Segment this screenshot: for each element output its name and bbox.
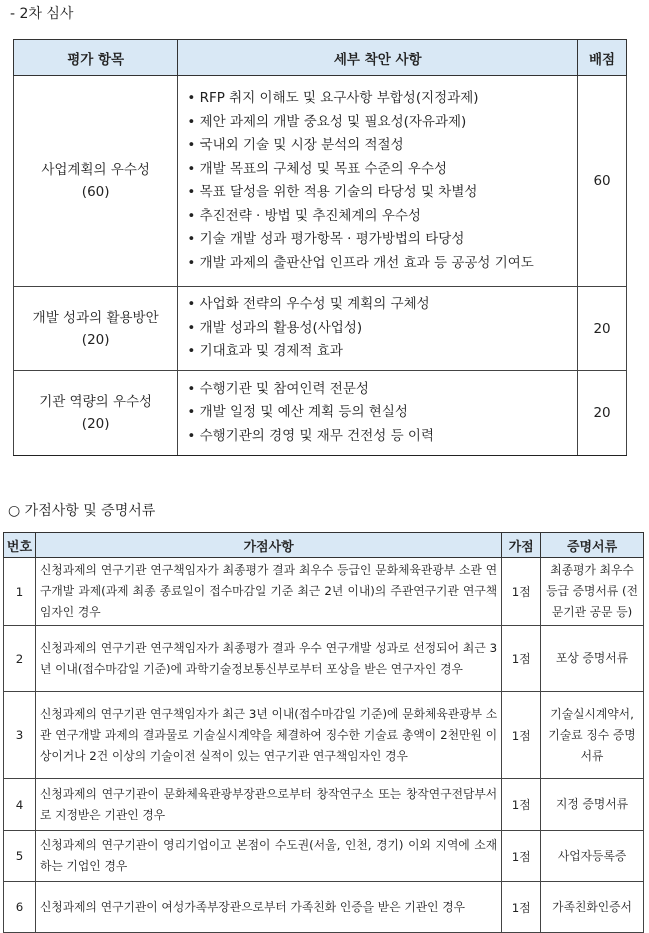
eval-item-cell — [14, 76, 178, 287]
bonus-row-docs: 가족친화인증서 — [541, 882, 644, 933]
bonus-section-title: ○ 가점사항 및 증명서류 — [8, 503, 156, 519]
eval-header-row — [14, 40, 627, 76]
eval-detail-cell — [178, 76, 578, 287]
eval-bullet: • 추진전략 · 방법 및 추진체계의 우수성 — [187, 205, 570, 229]
eval-row — [14, 76, 627, 287]
eval-item-points: (60) — [81, 184, 110, 200]
bonus-table — [3, 532, 644, 933]
bonus-header-docs: 증명서류 — [541, 533, 644, 558]
bonus-row — [4, 779, 644, 831]
eval-bullet: • 개발 성과의 활용성(사업성) — [187, 317, 570, 341]
bonus-row-points: 1점 — [502, 692, 541, 779]
bonus-row-text: 신청과제의 연구기관 연구책임자가 최근 3년 이내(접수마감일 기준)에 문화체육관광부 소관 연구개발 과제의 결과물로 기술실시계약을 체결하여 징수한 기술료 총액이 2천만원 이상이거나 2건 이상의 기술이전 실적이 있는 연구기관 연구책임자인 경우 — [35, 692, 501, 779]
eval-item-cell — [14, 371, 178, 456]
bonus-header-no: 번호 — [4, 533, 36, 558]
bonus-row — [4, 626, 644, 692]
bonus-row-number: 2 — [4, 626, 36, 692]
bonus-row — [4, 558, 644, 626]
bonus-header-row — [4, 533, 644, 558]
eval-score: 20 — [578, 287, 627, 371]
bonus-row-text: 신청과제의 연구기관이 영리기업이고 본점이 수도권(서울, 인천, 경기) 이외 지역에 소재하는 기업인 경우 — [35, 831, 501, 882]
section-2-title: - 2차 심사 — [10, 6, 74, 22]
bonus-row-docs: 사업자등록증 — [541, 831, 644, 882]
eval-bullet: • 목표 달성을 위한 적용 기술의 타당성 및 차별성 — [187, 181, 570, 205]
bonus-row-points: 1점 — [502, 626, 541, 692]
eval-bullet: • 기술 개발 성과 평가항목 · 평가방법의 타당성 — [187, 228, 570, 252]
eval-bullet: • RFP 취지 이해도 및 요구사항 부합성(지정과제) — [187, 87, 570, 111]
bonus-row-points: 1점 — [502, 779, 541, 831]
eval-bullet: • 제안 과제의 개발 중요성 및 필요성(자유과제) — [187, 111, 570, 135]
bonus-row-text: 신청과제의 연구기관이 문화체육관광부장관으로부터 창작연구소 또는 창작연구전담부서로 지정받은 기관인 경우 — [35, 779, 501, 831]
eval-bullet: • 수행기관 및 참여인력 전문성 — [187, 378, 570, 402]
bonus-row-text: 신청과제의 연구기관이 여성가족부장관으로부터 가족친화 인증을 받은 기관인 경우 — [35, 882, 501, 933]
bonus-row-text: 신청과제의 연구기관 연구책임자가 최종평가 결과 최우수 등급인 문화체육관광부 소관 연구개발 과제(과제 최종 종료일이 접수마감일 기준 최근 2년 이내)의 주관연구기관 연구책임자인 경우 — [35, 558, 501, 626]
eval-bullet: • 개발 목표의 구체성 및 목표 수준의 우수성 — [187, 158, 570, 182]
bonus-row-points: 1점 — [502, 558, 541, 626]
eval-bullet: • 개발 일정 및 예산 계획 등의 현실성 — [187, 401, 570, 425]
eval-bullet-list — [179, 293, 576, 364]
eval-bullet-list — [179, 87, 576, 275]
eval-header-score: 배점 — [578, 40, 627, 76]
eval-bullet: • 수행기관의 경영 및 재무 건전성 등 이력 — [187, 425, 570, 449]
bonus-row-docs: 최종평가 최우수 등급 증명서류 (전문기관 공문 등) — [541, 558, 644, 626]
eval-bullet: • 개발 과제의 출판산업 인프라 개선 효과 등 공공성 기여도 — [187, 252, 570, 276]
eval-item-name: 개발 성과의 활용방안 — [32, 309, 159, 326]
eval-item-name: 기관 역량의 우수성 — [39, 394, 153, 410]
bonus-row-number: 1 — [4, 558, 36, 626]
eval-item-points: (20) — [81, 331, 110, 348]
bonus-row-docs: 지정 증명서류 — [541, 779, 644, 831]
eval-header-item: 평가 항목 — [14, 40, 178, 76]
bonus-row-points: 1점 — [502, 831, 541, 882]
eval-item-cell — [14, 287, 178, 371]
evaluation-table — [13, 39, 627, 456]
bonus-header-item: 가점사항 — [35, 533, 501, 558]
eval-row — [14, 371, 627, 456]
eval-score: 60 — [578, 76, 627, 287]
bonus-row — [4, 692, 644, 779]
eval-row — [14, 287, 627, 371]
eval-item-name: 사업계획의 우수성 — [41, 162, 150, 178]
eval-detail-cell — [178, 287, 578, 371]
eval-item-points: (20) — [81, 416, 110, 432]
bonus-row-number: 4 — [4, 779, 36, 831]
bonus-row — [4, 831, 644, 882]
eval-detail-cell — [178, 371, 578, 456]
bonus-header-points: 가점 — [502, 533, 541, 558]
bonus-row-text: 신청과제의 연구기관 연구책임자가 최종평가 결과 우수 연구개발 성과로 선정되어 최근 3년 이내(접수마감일 기준)에 과학기술정보통신부로부터 포상을 받은 연구자인 경우 — [35, 626, 501, 692]
bonus-row-number: 5 — [4, 831, 36, 882]
bonus-row — [4, 882, 644, 933]
bonus-row-number: 6 — [4, 882, 36, 933]
bonus-row-docs: 기술실시계약서, 기술료 징수 증명서류 — [541, 692, 644, 779]
eval-header-detail: 세부 착안 사항 — [178, 40, 578, 76]
eval-bullet: • 기대효과 및 경제적 효과 — [187, 340, 570, 364]
eval-score: 20 — [578, 371, 627, 456]
eval-bullet: • 국내외 기술 및 시장 분석의 적절성 — [187, 134, 570, 158]
bonus-row-points: 1점 — [502, 882, 541, 933]
bonus-row-docs: 포상 증명서류 — [541, 626, 644, 692]
eval-bullet-list — [179, 378, 576, 449]
eval-bullet: • 사업화 전략의 우수성 및 계획의 구체성 — [187, 293, 570, 317]
bonus-row-number: 3 — [4, 692, 36, 779]
